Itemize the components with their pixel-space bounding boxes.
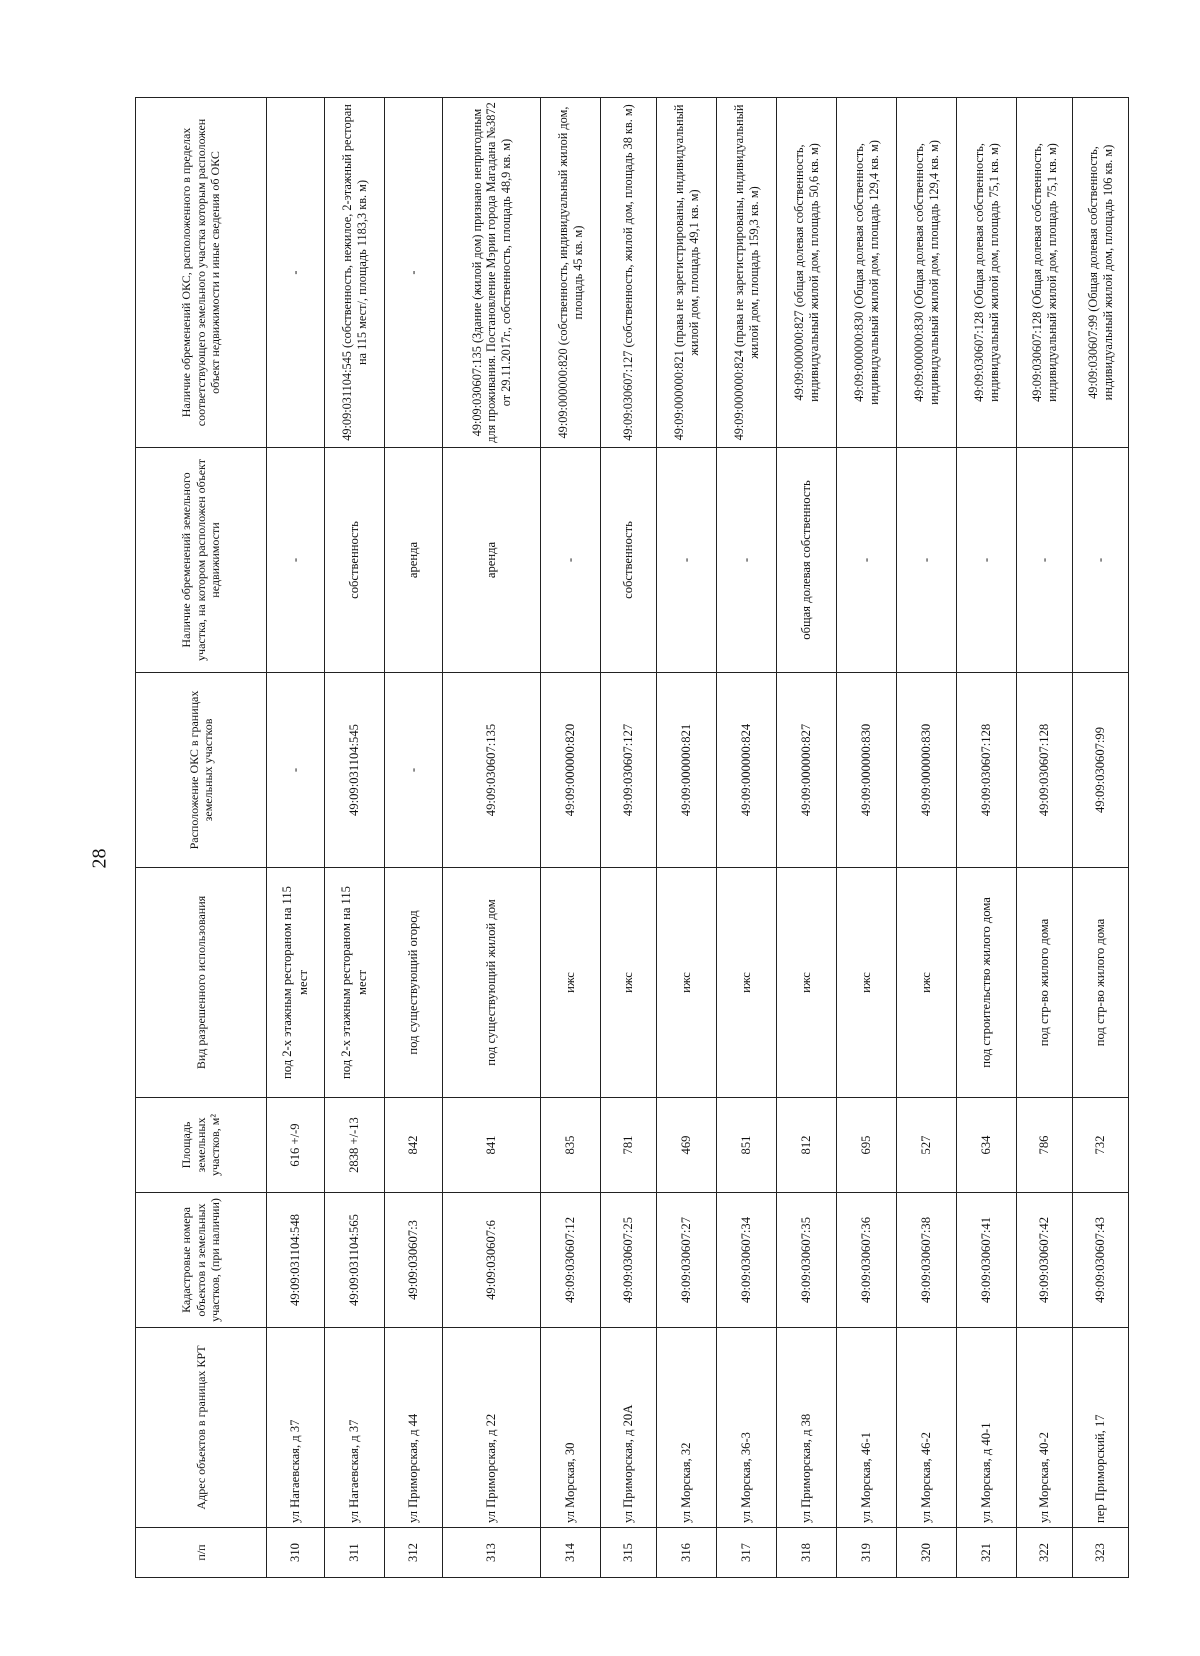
cell-cadastral: 49:09:030607:25 <box>601 1193 657 1328</box>
cell-oks-info: - <box>267 98 325 448</box>
table-row <box>385 98 443 1578</box>
cell-land-encumbrance: - <box>1073 448 1129 673</box>
cell-area: 841 <box>443 1098 541 1193</box>
cell-permitted-use: под 2-х этажным рестораном на 115 мест <box>325 868 385 1098</box>
cell-permitted-use: ижс <box>657 868 717 1098</box>
cell-oks-location: 49:09:030607:99 <box>1073 673 1129 868</box>
cell-oks-info: 49:09:030607:128 (Общая долевая собственность, индивидуальный жилой дом, площадь 75,1 кв. м) <box>957 98 1017 448</box>
table-row <box>325 98 385 1578</box>
page-number: 28 <box>88 848 111 869</box>
cell-permitted-use: ижс <box>897 868 957 1098</box>
cell-cadastral: 49:09:030607:27 <box>657 1193 717 1328</box>
cell-land-encumbrance: - <box>717 448 777 673</box>
cell-oks-location: 49:09:030607:135 <box>443 673 541 868</box>
cell-land-encumbrance: - <box>1017 448 1073 673</box>
cell-permitted-use: под стр-во жилого дома <box>1073 868 1129 1098</box>
cell-cadastral: 49:09:030607:41 <box>957 1193 1017 1328</box>
cell-area: 2838 +/-13 <box>325 1098 385 1193</box>
cell-address: ул Приморская, д 44 <box>385 1328 443 1528</box>
table-row <box>1017 98 1073 1578</box>
header-address: Адрес объектов в границах КРТ <box>136 1328 267 1528</box>
cell-area: 786 <box>1017 1098 1073 1193</box>
cell-oks-location: 49:09:031104:545 <box>325 673 385 868</box>
cell-permitted-use: ижс <box>601 868 657 1098</box>
cell-permitted-use: ижс <box>837 868 897 1098</box>
cell-oks-info: 49:09:000000:824 (права не зарегистрированы, индивидуальный жилой дом, площадь 159,3 кв. м) <box>717 98 777 448</box>
table-row <box>541 98 601 1578</box>
table-row <box>601 98 657 1578</box>
cell-number: 316 <box>657 1528 717 1578</box>
cell-address: пер Приморский, 17 <box>1073 1328 1129 1528</box>
cell-area: 469 <box>657 1098 717 1193</box>
cell-land-encumbrance: - <box>957 448 1017 673</box>
cell-cadastral: 49:09:030607:38 <box>897 1193 957 1328</box>
cell-permitted-use: под стр-во жилого дома <box>1017 868 1073 1098</box>
table-header-row <box>136 98 267 1578</box>
cell-cadastral: 49:09:030607:36 <box>837 1193 897 1328</box>
cell-area: 695 <box>837 1098 897 1193</box>
cell-cadastral: 49:09:030607:43 <box>1073 1193 1129 1328</box>
cell-number: 322 <box>1017 1528 1073 1578</box>
cell-oks-location: 49:09:030607:128 <box>957 673 1017 868</box>
header-area: Площадь земельных участков, м² <box>136 1098 267 1193</box>
cell-oks-info: 49:09:000000:827 (общая долевая собственность, индивидуальный жилой дом, площадь 50,6 кв. м) <box>777 98 837 448</box>
cell-address: ул Морская, 46-2 <box>897 1328 957 1528</box>
cell-area: 634 <box>957 1098 1017 1193</box>
cell-oks-location: 49:09:000000:820 <box>541 673 601 868</box>
cell-oks-info: 49:09:030607:127 (собственность, жилой дом, площадь 38 кв. м) <box>601 98 657 448</box>
cell-address: ул Приморская, д 38 <box>777 1328 837 1528</box>
cell-address: ул Морская, 46-1 <box>837 1328 897 1528</box>
cell-permitted-use: под существующий огород <box>385 868 443 1098</box>
cell-oks-info: 49:09:000000:820 (собственность, индивидуальный жилой дом, площадь 45 кв. м) <box>541 98 601 448</box>
cell-permitted-use: ижс <box>717 868 777 1098</box>
cell-land-encumbrance: - <box>897 448 957 673</box>
cell-cadastral: 49:09:030607:35 <box>777 1193 837 1328</box>
cell-number: 311 <box>325 1528 385 1578</box>
table-row <box>957 98 1017 1578</box>
cell-area: 527 <box>897 1098 957 1193</box>
cell-address: ул Приморская, д 20А <box>601 1328 657 1528</box>
cell-number: 320 <box>897 1528 957 1578</box>
cell-permitted-use: ижс <box>541 868 601 1098</box>
cell-oks-location: - <box>267 673 325 868</box>
cell-number: 313 <box>443 1528 541 1578</box>
cell-land-encumbrance: - <box>657 448 717 673</box>
cell-oks-info: 49:09:030607:128 (Общая долевая собственность, индивидуальный жилой дом, площадь 75,1 кв. м) <box>1017 98 1073 448</box>
cell-number: 318 <box>777 1528 837 1578</box>
cell-oks-info: - <box>385 98 443 448</box>
header-oks-location: Расположение ОКС в границах земельных участков <box>136 673 267 868</box>
cell-permitted-use: под строительство жилого дома <box>957 868 1017 1098</box>
cell-oks-info: 49:09:030607:135 (Здание (жилой дом) признано непригодным для проживания. Постановление Мэрии города Магадана №3872 от 29.11.2017г., собственность, площадь 48,9 кв. м) <box>443 98 541 448</box>
table-row <box>777 98 837 1578</box>
cell-address: ул Морская, д 40-1 <box>957 1328 1017 1528</box>
cell-address: ул Приморская, д 22 <box>443 1328 541 1528</box>
cell-area: 851 <box>717 1098 777 1193</box>
cell-cadastral: 49:09:031104:548 <box>267 1193 325 1328</box>
cell-area: 616 +/-9 <box>267 1098 325 1193</box>
cell-land-encumbrance: - <box>267 448 325 673</box>
cell-land-encumbrance: собственность <box>601 448 657 673</box>
cell-land-encumbrance: аренда <box>443 448 541 673</box>
cell-land-encumbrance: - <box>541 448 601 673</box>
cell-oks-info: 49:09:000000:830 (Общая долевая собственность, индивидуальный жилой дом, площадь 129,4 кв. м) <box>837 98 897 448</box>
cell-area: 812 <box>777 1098 837 1193</box>
cell-land-encumbrance: собственность <box>325 448 385 673</box>
cell-oks-info: 49:09:031104:545 (собственность, нежилое, 2-этажный ресторан на 115 мест/, площадь 1183,3 кв. м) <box>325 98 385 448</box>
cell-area: 732 <box>1073 1098 1129 1193</box>
table-row <box>717 98 777 1578</box>
cell-oks-location: 49:09:000000:821 <box>657 673 717 868</box>
cell-number: 312 <box>385 1528 443 1578</box>
cell-address: ул Нагаевская, д 37 <box>267 1328 325 1528</box>
cell-permitted-use: ижс <box>777 868 837 1098</box>
cell-oks-info: 49:09:000000:830 (Общая долевая собственность, индивидуальный жилой дом, площадь 129,4 кв. м) <box>897 98 957 448</box>
cell-address: ул Морская, 40-2 <box>1017 1328 1073 1528</box>
header-cadastral: Кадастровые номера объектов и земельных участков, (при наличии) <box>136 1193 267 1328</box>
cell-oks-location: 49:09:000000:824 <box>717 673 777 868</box>
cell-area: 842 <box>385 1098 443 1193</box>
header-number: п/п <box>136 1528 267 1578</box>
cell-permitted-use: под существующий жилой дом <box>443 868 541 1098</box>
cell-address: ул Нагаевская, д 37 <box>325 1328 385 1528</box>
table-row <box>443 98 541 1578</box>
cell-oks-location: - <box>385 673 443 868</box>
cell-oks-location: 49:09:030607:128 <box>1017 673 1073 868</box>
cell-permitted-use: под 2-х этажным рестораном на 115 мест <box>267 868 325 1098</box>
cell-address: ул Морская, 32 <box>657 1328 717 1528</box>
cell-number: 314 <box>541 1528 601 1578</box>
cell-cadastral: 49:09:030607:12 <box>541 1193 601 1328</box>
table-row <box>267 98 325 1578</box>
cell-number: 323 <box>1073 1528 1129 1578</box>
cell-area: 835 <box>541 1098 601 1193</box>
cell-oks-info: 49:09:030607:99 (Общая долевая собственность, индивидуальный жилой дом, площадь 106 кв. м) <box>1073 98 1129 448</box>
cell-cadastral: 49:09:030607:42 <box>1017 1193 1073 1328</box>
cell-cadastral: 49:09:030607:3 <box>385 1193 443 1328</box>
cell-number: 317 <box>717 1528 777 1578</box>
cell-address: ул Морская, 30 <box>541 1328 601 1528</box>
table-row <box>897 98 957 1578</box>
cell-oks-location: 49:09:000000:827 <box>777 673 837 868</box>
table-row <box>837 98 897 1578</box>
cell-area: 781 <box>601 1098 657 1193</box>
cell-oks-location: 49:09:000000:830 <box>837 673 897 868</box>
cell-oks-info: 49:09:000000:821 (права не зарегистрированы, индивидуальный жилой дом, площадь 49,1 кв. м) <box>657 98 717 448</box>
header-land-encumbrance: Наличие обременений земельного участка, на котором расположен объект недвижимости <box>136 448 267 673</box>
cell-number: 319 <box>837 1528 897 1578</box>
cell-oks-location: 49:09:000000:830 <box>897 673 957 868</box>
cell-land-encumbrance: - <box>837 448 897 673</box>
table-row <box>657 98 717 1578</box>
cell-land-encumbrance: общая долевая собственность <box>777 448 837 673</box>
table-row <box>1073 98 1129 1578</box>
cell-cadastral: 49:09:030607:34 <box>717 1193 777 1328</box>
header-permitted-use: Вид разрешенного использования <box>136 868 267 1098</box>
cell-land-encumbrance: аренда <box>385 448 443 673</box>
cell-address: ул Морская, 36-3 <box>717 1328 777 1528</box>
cell-number: 310 <box>267 1528 325 1578</box>
cell-cadastral: 49:09:030607:6 <box>443 1193 541 1328</box>
cell-number: 321 <box>957 1528 1017 1578</box>
rotated-table-container <box>135 98 1115 1578</box>
cell-oks-location: 49:09:030607:127 <box>601 673 657 868</box>
header-oks-encumbrance: Наличие обременений ОКС, расположенного в пределах соответствующего земельного участка которым расположен объект недвижимости и иные сведения об ОКС <box>136 98 267 448</box>
okc-table <box>135 97 1129 1578</box>
cell-cadastral: 49:09:031104:565 <box>325 1193 385 1328</box>
cell-number: 315 <box>601 1528 657 1578</box>
